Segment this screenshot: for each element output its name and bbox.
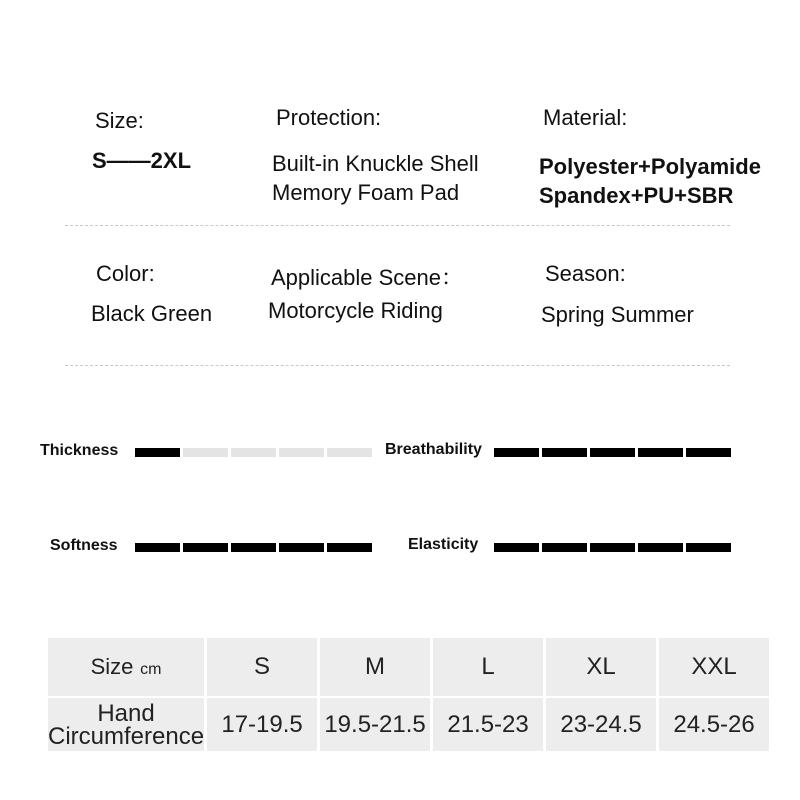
size-label: Size:: [95, 108, 144, 133]
breathability-bar: [494, 448, 731, 457]
hand-value-xxl: 24.5-26: [659, 698, 769, 751]
color-value: Black Green: [91, 301, 213, 326]
protection-line-2: Memory Foam Pad: [272, 180, 460, 205]
scene-label: Applicable Scene：: [271, 265, 464, 290]
rating-segment-filled: [638, 448, 683, 457]
rating-segment-empty: [327, 448, 372, 457]
rating-segment-filled: [231, 543, 276, 552]
hand-label-line-1: Hand: [97, 699, 155, 727]
size-col-m: M: [320, 638, 430, 696]
protection-label: Protection:: [276, 105, 382, 130]
size-header-label: Size: [90, 654, 134, 679]
size-header-cell: [48, 638, 204, 696]
hand-circumference-label: [48, 698, 204, 751]
material-label: Material:: [543, 105, 628, 130]
rating-segment-filled: [135, 543, 180, 552]
size-col-xl: XL: [546, 638, 656, 696]
thickness-label: Thickness: [40, 442, 119, 459]
rating-segment-filled: [183, 543, 228, 552]
size-col-s: S: [207, 638, 317, 696]
size-header-row: [48, 638, 769, 696]
size-col-l: L: [433, 638, 543, 696]
size-value: S——2XL: [92, 148, 192, 173]
rating-segment-filled: [590, 448, 635, 457]
rating-segment-filled: [494, 448, 539, 457]
material-line-1: Polyester+Polyamide: [539, 154, 761, 179]
elasticity-bar: [494, 543, 731, 552]
rating-segment-filled: [686, 448, 731, 457]
rating-segment-filled: [327, 543, 372, 552]
color-label: Color:: [96, 261, 155, 286]
section-divider-1: [65, 225, 730, 226]
rating-segment-filled: [638, 543, 683, 552]
breathability-label: Breathability: [385, 441, 482, 458]
elasticity-label: Elasticity: [408, 536, 479, 553]
hand-value-s: 17-19.5: [207, 698, 317, 751]
rating-segment-empty: [279, 448, 324, 457]
rating-segment-filled: [542, 448, 587, 457]
rating-segment-empty: [231, 448, 276, 457]
softness-label: Softness: [50, 537, 118, 554]
softness-bar: [135, 543, 372, 552]
size-header-unit: cm: [140, 661, 162, 678]
size-col-xxl: XXL: [659, 638, 769, 696]
rating-segment-filled: [542, 543, 587, 552]
section-divider-2: [65, 365, 730, 366]
rating-segment-empty: [183, 448, 228, 457]
protection-line-1: Built-in Knuckle Shell: [272, 151, 479, 176]
season-value: Spring Summer: [541, 302, 694, 327]
hand-label-line-2: Circumference: [48, 722, 205, 750]
scene-value: Motorcycle Riding: [268, 298, 443, 323]
rating-segment-filled: [590, 543, 635, 552]
rating-segment-filled: [494, 543, 539, 552]
hand-value-m: 19.5-21.5: [320, 698, 430, 751]
hand-value-l: 21.5-23: [433, 698, 543, 751]
rating-segment-filled: [279, 543, 324, 552]
hand-circumference-row: [48, 698, 769, 751]
rating-segment-filled: [135, 448, 180, 457]
thickness-bar: [135, 448, 372, 457]
material-line-2: Spandex+PU+SBR: [539, 183, 734, 208]
rating-segment-filled: [686, 543, 731, 552]
size-chart-table: [45, 636, 772, 753]
season-label: Season:: [545, 261, 626, 286]
hand-value-xl: 23-24.5: [546, 698, 656, 751]
